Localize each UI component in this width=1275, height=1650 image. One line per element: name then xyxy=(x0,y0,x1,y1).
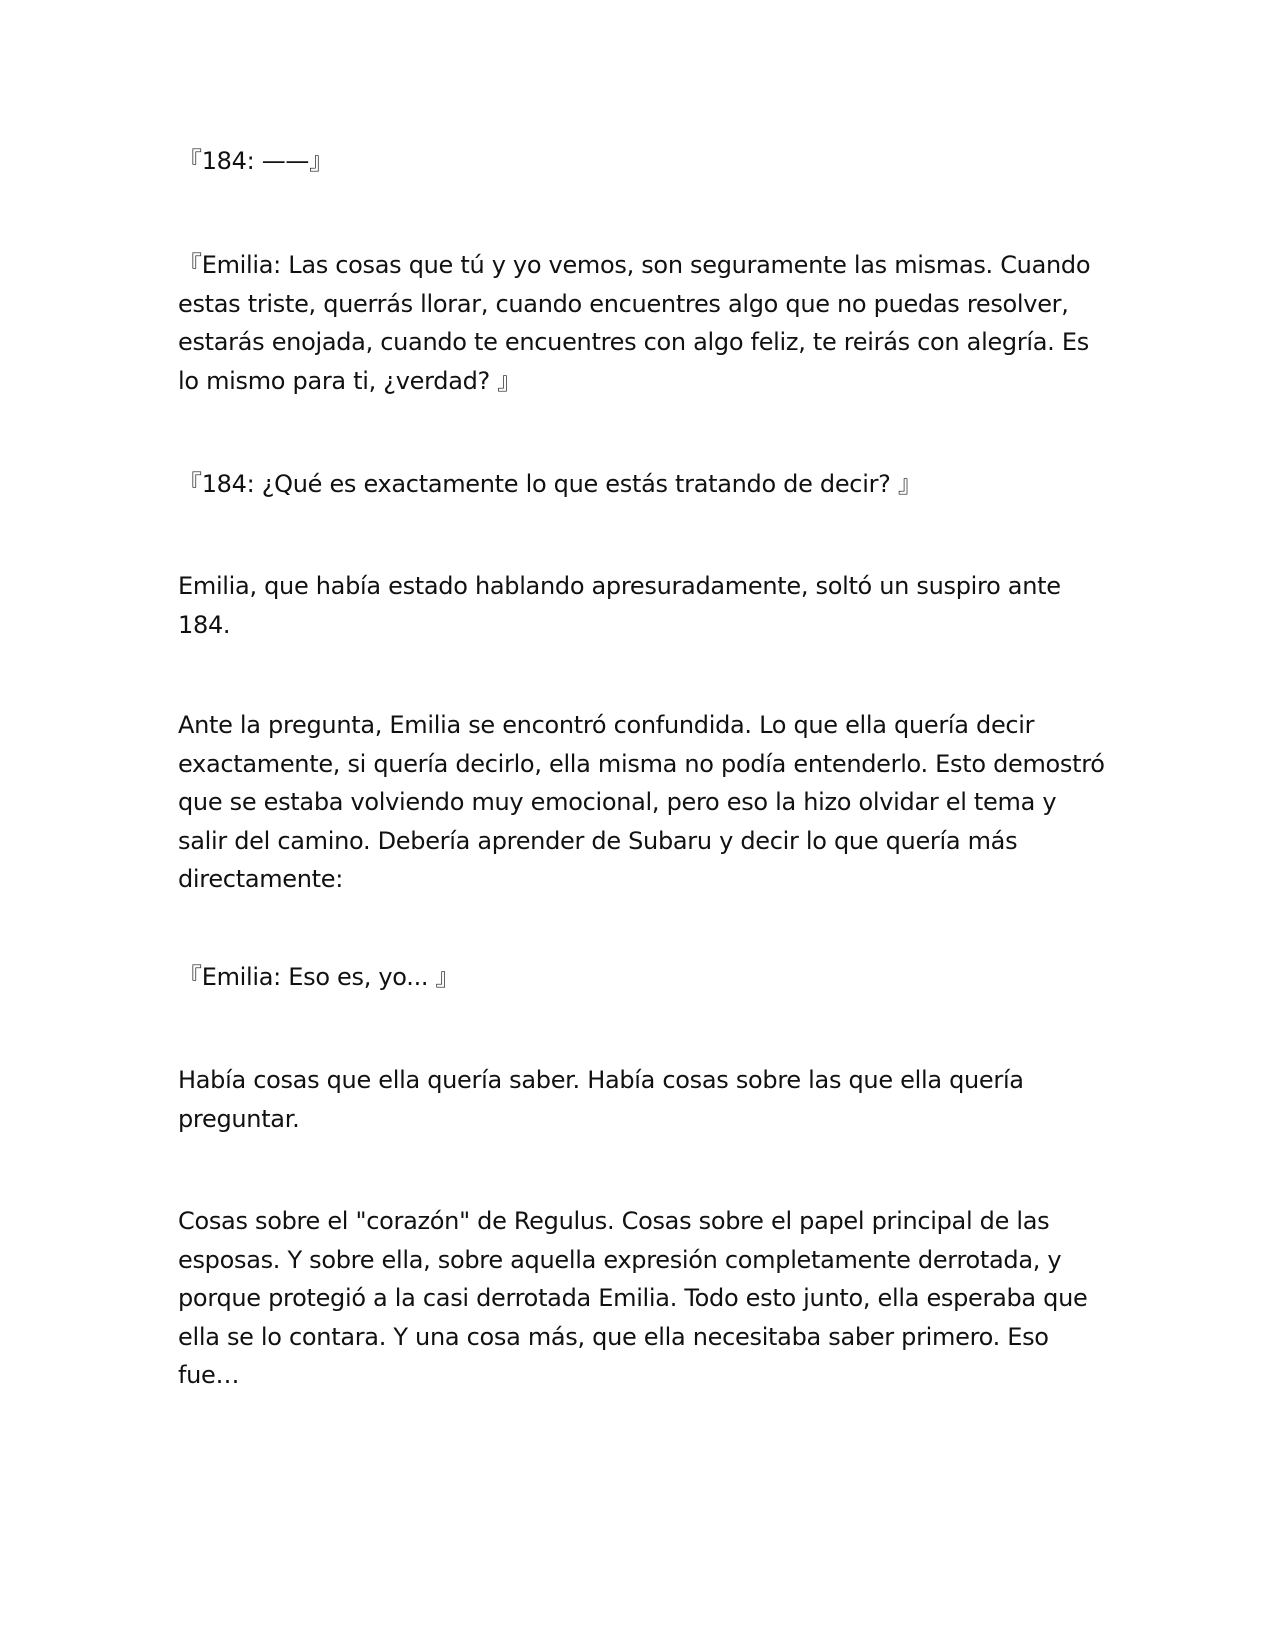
narration-emilia-confused: Ante la pregunta, Emilia se encontró confundida. Lo que ella quería decir exactamente, si quería decirlo, ella misma no podía entenderlo. Esto demostró que se estaba volviendo muy emocional, pero eso la hizo olvidar el tema y salir del camino. Debería aprender de Subaru y decir lo que quería más directamente: xyxy=(178,711,1105,893)
dialogue-emilia-feelings: 『Emilia: Las cosas que tú y yo vemos, son seguramente las mismas. Cuando estas triste, querrás llorar, cuando encuentres algo que no puedas resolver, estarás enojada, cuando te encuentres con algo feliz, te reirás con alegría. Es lo mismo para ti, ¿verdad? 』 xyxy=(178,251,1091,395)
dialogue-184-question: 『184: ¿Qué es exactamente lo que estás tratando de decir? 』 xyxy=(178,470,922,498)
dialogue-184-silence: 『184: ——』 xyxy=(178,147,333,175)
dialogue-emilia-eso-es: 『Emilia: Eso es, yo... 』 xyxy=(178,963,460,991)
narration-regulus-heart: Cosas sobre el "corazón" de Regulus. Cosas sobre el papel principal de las esposas. Y sobre ella, sobre aquella expresión completamente derrotada, y porque protegió a la casi derrotada Emilia. Todo esto junto, ella esperaba que ella se lo contara. Y una cosa más, que ella necesitaba saber primero. Eso fue… xyxy=(178,1207,1088,1389)
narration-things-to-know: Había cosas que ella quería saber. Había cosas sobre las que ella quería preguntar. xyxy=(178,1066,1024,1133)
narration-emilia-sigh: Emilia, que había estado hablando apresuradamente, soltó un suspiro ante 184. xyxy=(178,572,1061,639)
